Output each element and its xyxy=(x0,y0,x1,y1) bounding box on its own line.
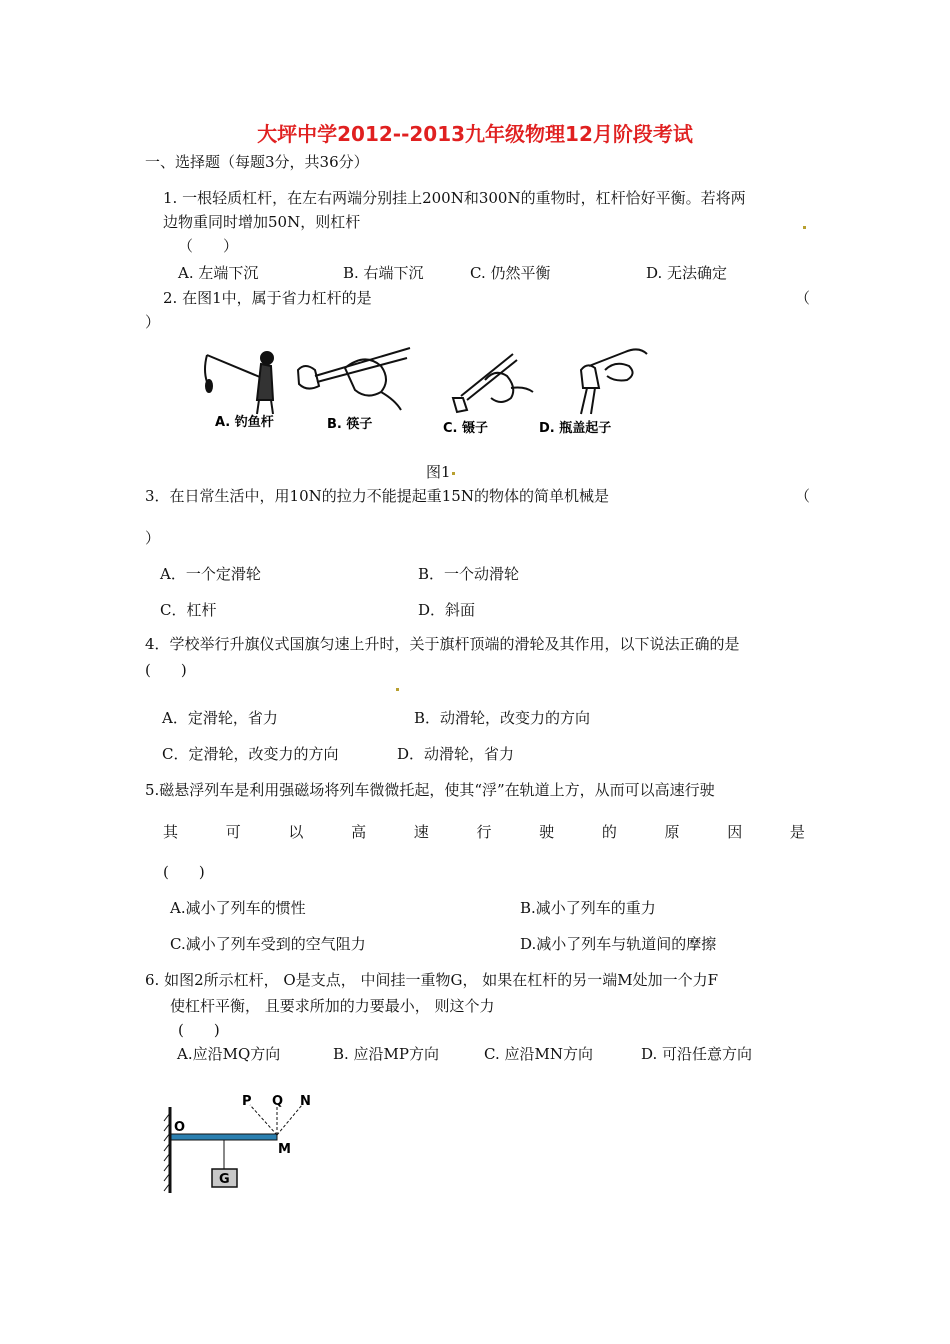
q5-stem-line2 xyxy=(163,822,805,842)
q5-char: 的 xyxy=(601,823,617,841)
q5-char: 速 xyxy=(413,823,429,841)
q3-paren-close: ） xyxy=(145,529,161,547)
q4-option-d: D．动滑轮，省力 xyxy=(397,745,515,763)
point-q-label: Q xyxy=(272,1094,284,1109)
q5-option-d: D.减小了列车与轨道间的摩擦 xyxy=(520,935,717,953)
q4-option-b: B．动滑轮，改变力的方向 xyxy=(414,709,591,727)
q3-option-d: D．斜面 xyxy=(418,601,476,619)
q3-stem: 3．在日常生活中，用10N的拉力不能提起重15N的物体的简单机械是 xyxy=(145,487,609,505)
q1-answer-paren: （ ） xyxy=(178,237,239,255)
q1-stem-line2: 边物重同时增加50N，则杠杆 xyxy=(163,213,361,231)
point-n-label: N xyxy=(300,1094,311,1109)
q5-option-b: B.减小了列车的重力 xyxy=(520,899,656,917)
q3-option-b: B．一个动滑轮 xyxy=(418,565,520,583)
chopsticks-drawing xyxy=(298,348,410,410)
q5-char: 因 xyxy=(727,823,743,841)
q5-option-a: A.减小了列车的惯性 xyxy=(170,899,306,917)
q5-char: 其 xyxy=(163,823,179,841)
q1-option-c: C. 仍然平衡 xyxy=(470,264,551,282)
q6-option-a: A.应沿MQ方向 xyxy=(177,1045,281,1063)
page-title: 大坪中学2012--2013九年级物理12月阶段考试 xyxy=(257,122,693,146)
force-direction-lines xyxy=(250,1105,302,1135)
q4-answer-paren: ( ) xyxy=(145,661,187,679)
figure-1-label-c: C. 镊子 xyxy=(443,421,489,436)
figure-1-caption: 图1 xyxy=(426,463,451,481)
q6-stem-line2: 使杠杆平衡， 且要求所加的力要最小， 则这个力 xyxy=(170,997,495,1015)
q4-option-c: C．定滑轮，改变力的方向 xyxy=(162,745,339,763)
figure-2-lever-diagram xyxy=(150,1085,330,1200)
tweezers-drawing xyxy=(453,354,533,412)
q6-option-b: B. 应沿MP方向 xyxy=(333,1045,440,1063)
weight-g-label: G xyxy=(219,1172,230,1187)
q1-option-a: A. 左端下沉 xyxy=(178,264,259,282)
q2-paren-open: （ xyxy=(795,289,811,307)
q5-stem-line1: 5.磁悬浮列车是利用强磁场将列车微微托起，使其“浮”在轨道上方，从而可以高速行驶 xyxy=(145,781,715,799)
speck-mark xyxy=(396,688,399,691)
q6-option-d: D. 可沿任意方向 xyxy=(641,1045,753,1063)
speck-mark xyxy=(803,226,806,229)
figure-1-label-d: D. 瓶盖起子 xyxy=(539,421,612,436)
q6-answer-paren: ( ) xyxy=(178,1021,220,1039)
q3-paren-open: （ xyxy=(795,487,811,505)
q5-char: 原 xyxy=(664,823,680,841)
point-m-label: M xyxy=(278,1142,291,1157)
q5-char: 以 xyxy=(288,823,304,841)
figure-1-label-a: A. 钓鱼杆 xyxy=(215,415,274,430)
lever-bar xyxy=(171,1134,277,1140)
figure-1-levers xyxy=(195,340,655,445)
q2-paren-close: ） xyxy=(145,313,161,331)
q1-option-b: B. 右端下沉 xyxy=(343,264,424,282)
point-o-label: O xyxy=(174,1120,186,1135)
section-heading: 一、选择题（每题3分，共36分） xyxy=(145,153,369,171)
q1-option-d: D. 无法确定 xyxy=(646,264,728,282)
q5-option-c: C.减小了列车受到的空气阻力 xyxy=(170,935,366,953)
q6-option-c: C. 应沿MN方向 xyxy=(484,1045,593,1063)
fishing-rod-drawing xyxy=(205,352,273,414)
q1-stem-line1: 1. 一根轻质杠杆，在左右两端分别挂上200N和300N的重物时，杠杆恰好平衡。若将两 xyxy=(163,189,746,207)
q2-stem: 2. 在图1中，属于省力杠杆的是 xyxy=(163,289,372,307)
speck-mark xyxy=(452,472,455,475)
q5-char: 高 xyxy=(351,823,367,841)
point-p-label: P xyxy=(242,1094,252,1109)
q3-option-c: C．杠杆 xyxy=(160,601,217,619)
q4-stem: 4．学校举行升旗仪式国旗匀速上升时，关于旗杆顶端的滑轮及其作用，以下说法正确的是 xyxy=(145,635,740,653)
figure-1-label-b: B. 筷子 xyxy=(327,417,373,432)
bottle-opener-drawing xyxy=(581,349,647,414)
q5-char: 是 xyxy=(789,823,805,841)
q5-char: 可 xyxy=(225,823,241,841)
q6-stem-line1: 6. 如图2所示杠杆， O是支点， 中间挂一重物G， 如果在杠杆的另一端M处加一个力F xyxy=(145,971,718,989)
q5-answer-paren: ( ) xyxy=(163,863,205,881)
q5-char: 行 xyxy=(476,823,492,841)
q3-option-a: A．一个定滑轮 xyxy=(160,565,261,583)
q5-char: 驶 xyxy=(539,823,555,841)
q4-option-a: A．定滑轮，省力 xyxy=(162,709,278,727)
